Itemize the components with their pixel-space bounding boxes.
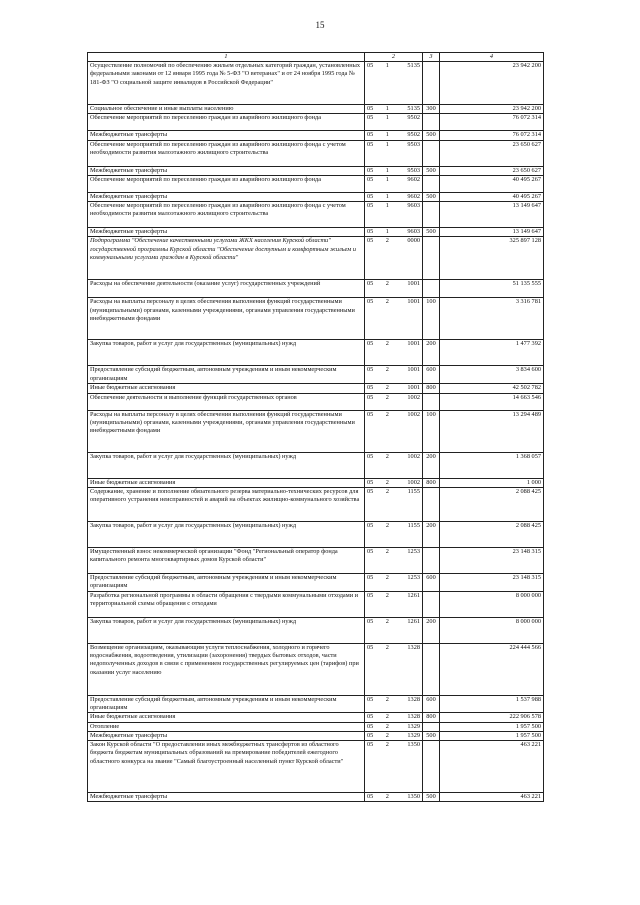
row-name: Содержание, хранение и пополнение обязательного резерва материально-технических ресурсов для оперативного устранения неисправностей и аварий на объектах жилищно-коммунального хозяйства: [88, 488, 365, 522]
row-type: 800: [423, 384, 440, 393]
row-group: 05: [367, 643, 374, 651]
row-subgroup: 2: [385, 793, 389, 801]
row-sum: 42 502 782: [440, 384, 544, 393]
row-subgroup: 1: [385, 131, 389, 139]
table-row: [88, 366, 544, 384]
row-name: Межбюджетные трансферты: [88, 192, 365, 201]
row-number: 9603: [407, 228, 420, 236]
row-subgroup: 2: [385, 280, 389, 288]
row-group: 05: [367, 384, 374, 392]
row-subgroup: 2: [385, 522, 390, 530]
row-subgroup: 1: [385, 175, 389, 183]
row-subgroup: 1: [385, 228, 389, 236]
table-row: [88, 393, 544, 410]
row-name: Закупка товаров, работ и услуг для государственных (муниципальных) нужд: [88, 452, 365, 478]
row-sum: 463 221: [440, 793, 544, 802]
row-code: [365, 140, 423, 166]
row-group: 05: [367, 617, 374, 625]
row-group: 05: [367, 410, 374, 418]
row-subgroup: 1: [385, 62, 389, 69]
row-subgroup: 2: [385, 741, 389, 749]
row-subgroup: 2: [385, 452, 389, 460]
row-type: 500: [423, 793, 440, 802]
row-subgroup: 1: [385, 202, 389, 210]
row-subgroup: 2: [385, 695, 389, 703]
row-number: 9503: [407, 140, 420, 148]
row-code: [365, 452, 423, 478]
table-row: [88, 793, 544, 802]
row-type: [423, 140, 440, 166]
row-subgroup: 2: [385, 722, 389, 730]
row-sum: 463 221: [440, 741, 544, 793]
row-code: [365, 695, 423, 713]
table-row: [88, 192, 544, 201]
row-type: 100: [423, 298, 440, 340]
row-group: 05: [367, 280, 374, 288]
row-name: Предоставление субсидий бюджетным, автономным учреждениям и иным некоммерческим организациям: [88, 695, 365, 713]
row-name: Закупка товаров, работ и услуг для государственных (муниципальных) нужд: [88, 617, 365, 643]
row-subgroup: 1: [385, 114, 389, 122]
row-number: 5135: [407, 105, 420, 112]
row-number: 9602: [407, 192, 420, 200]
row-number: 1350: [407, 793, 420, 801]
row-number: 1253: [407, 548, 420, 556]
row-sum: 23 942 200: [440, 105, 544, 114]
row-number: 1002: [407, 410, 420, 418]
row-type: 500: [423, 228, 440, 237]
row-group: 05: [367, 722, 374, 730]
row-name: Обеспечение деятельности и выполнение функций государственных органов: [88, 393, 365, 410]
row-group: 05: [367, 548, 374, 556]
row-code: [365, 722, 423, 731]
row-group: 05: [367, 192, 374, 200]
row-type: [423, 722, 440, 731]
row-name: Иные бюджетные ассигнования: [88, 478, 365, 487]
row-subgroup: 2: [385, 478, 389, 486]
row-group: 05: [367, 202, 374, 210]
row-group: 05: [367, 393, 374, 401]
row-sum: 23 650 627: [440, 166, 544, 175]
row-subgroup: 1: [385, 105, 389, 112]
row-type: 600: [423, 574, 440, 592]
row-type: [423, 643, 440, 695]
row-number: 1328: [407, 713, 420, 721]
row-type: [423, 591, 440, 617]
budget-table: [87, 52, 544, 802]
row-group: 05: [367, 105, 374, 112]
row-number: 9502: [407, 131, 420, 139]
row-sum: 1 477 392: [440, 340, 544, 366]
row-subgroup: 2: [385, 384, 389, 392]
table-row: [88, 722, 544, 731]
row-name: Межбюджетные трансферты: [88, 731, 365, 740]
row-type: [423, 114, 440, 131]
row-subgroup: 2: [385, 410, 389, 418]
row-code: [365, 340, 423, 366]
table-row: [88, 166, 544, 175]
row-subgroup: 2: [385, 574, 389, 582]
row-number: 1329: [407, 731, 420, 739]
row-type: 200: [423, 617, 440, 643]
row-name: Закупка товаров, работ и услуг для государственных (муниципальных) нужд: [88, 522, 365, 548]
row-type: [423, 62, 440, 105]
row-type: [423, 175, 440, 192]
table-row: [88, 237, 544, 280]
row-subgroup: 2: [385, 298, 389, 306]
row-sum: 222 906 578: [440, 713, 544, 722]
row-code: [365, 713, 423, 722]
row-name: Предоставление субсидий бюджетным, автономным учреждениям и иным некоммерческим организациям: [88, 574, 365, 592]
table-row: [88, 574, 544, 592]
row-sum: 40 495 267: [440, 175, 544, 192]
row-number: 5135: [407, 62, 420, 69]
table-row: [88, 202, 544, 228]
row-number: 1002: [407, 452, 420, 460]
row-subgroup: 1: [385, 140, 389, 148]
row-code: [365, 574, 423, 592]
row-code: [365, 298, 423, 340]
row-name: Закон Курской области "О предоставлении иных межбюджетных трансфертов из областного бюджета бюджетам муниципальных образований на премирование победителей ежегодного областного конкурса на звание "Самый благоустроенный населенный пункт Курской области": [88, 741, 365, 793]
row-group: 05: [367, 175, 374, 183]
row-group: 05: [367, 452, 374, 460]
row-name: Отопление: [88, 722, 365, 731]
row-sum: 13 294 489: [440, 410, 544, 452]
row-code: [365, 731, 423, 740]
row-type: [423, 488, 440, 522]
row-type: 500: [423, 192, 440, 201]
table-row: [88, 741, 544, 793]
row-number: 9602: [407, 175, 420, 183]
row-number: 1155: [407, 522, 420, 530]
row-group: 05: [367, 62, 374, 69]
row-name: Подпрограмма "Обеспечение качественными услугами ЖКХ населения Курской области" государственной программы Курской области "Обеспечение доступным и комфортным жильем и коммунальными услугами граждан в Курской области": [88, 237, 365, 280]
row-name: Обеспечение мероприятий по переселению граждан из аварийного жилищного фонда: [88, 175, 365, 192]
row-group: 05: [367, 298, 374, 306]
row-group: 05: [367, 591, 374, 599]
row-type: [423, 393, 440, 410]
table-row: [88, 695, 544, 713]
row-sum: 8 000 000: [440, 617, 544, 643]
row-name: Иные бюджетные ассигнования: [88, 713, 365, 722]
row-sum: 3 834 600: [440, 366, 544, 384]
row-name: Обеспечение мероприятий по переселению граждан из аварийного жилищного фонда: [88, 114, 365, 131]
row-sum: 1 537 988: [440, 695, 544, 713]
row-group: 05: [367, 713, 374, 721]
row-subgroup: 2: [385, 731, 389, 739]
row-group: 05: [367, 340, 374, 348]
row-number: 1328: [407, 643, 420, 651]
row-group: 05: [367, 131, 374, 139]
row-name: Расходы на выплаты персоналу в целях обеспечения выполнения функций государственными (муниципальными) органами, казенными учреждениями, органами управления государственными внебюджетными фондами: [88, 410, 365, 452]
row-subgroup: 2: [385, 366, 389, 374]
row-group: 05: [367, 488, 374, 496]
row-code: [365, 131, 423, 140]
table-row: [88, 591, 544, 617]
header-col-4: 4: [440, 53, 544, 62]
row-sum: 3 316 781: [440, 298, 544, 340]
row-sum: 14 663 546: [440, 393, 544, 410]
row-code: [365, 617, 423, 643]
table-row: [88, 131, 544, 140]
table-row: [88, 713, 544, 722]
row-type: 200: [423, 452, 440, 478]
row-number: 1001: [407, 366, 420, 374]
table-row: [88, 340, 544, 366]
row-number: 1002: [407, 478, 420, 486]
row-group: 05: [367, 237, 374, 245]
row-type: 800: [423, 478, 440, 487]
row-group: 05: [367, 478, 374, 486]
row-name: Возмещение организациям, оказывающим услуги теплоснабжения, холодного и горячего водоснабжения, водоотведения, утилизации (захоронения) твердых бытовых отходов, части недополученных доходов в связи с применением государственных регулируемых цен (тарифов) при оказании услуг населению: [88, 643, 365, 695]
table-row: [88, 731, 544, 740]
row-number: 9603: [407, 202, 420, 210]
row-code: [365, 280, 423, 298]
row-subgroup: 1: [385, 192, 389, 200]
row-group: 05: [367, 741, 374, 749]
row-name: Межбюджетные трансферты: [88, 131, 365, 140]
row-sum: 1 957 500: [440, 722, 544, 731]
row-group: 05: [367, 574, 374, 582]
row-code: [365, 393, 423, 410]
row-number: 9503: [407, 166, 420, 174]
header-col-2: 2: [365, 53, 423, 62]
row-subgroup: 2: [385, 393, 389, 401]
row-number: 1261: [407, 617, 420, 625]
row-sum: 1 957 500: [440, 731, 544, 740]
table-row: [88, 478, 544, 487]
row-code: [365, 366, 423, 384]
row-group: 05: [367, 731, 374, 739]
row-name: Предоставление субсидий бюджетным, автономным учреждениям и иным некоммерческим организациям: [88, 366, 365, 384]
row-type: [423, 237, 440, 280]
row-code: [365, 488, 423, 522]
table-row: [88, 384, 544, 393]
row-sum: 325 897 128: [440, 237, 544, 280]
row-type: 600: [423, 695, 440, 713]
row-subgroup: 2: [385, 548, 389, 556]
row-code: [365, 548, 423, 574]
table-row: [88, 62, 544, 105]
row-name: Социальное обеспечение и иные выплаты населению: [88, 105, 365, 114]
row-number: 0000: [407, 237, 420, 245]
row-type: [423, 548, 440, 574]
row-number: 1155: [407, 488, 420, 496]
table-row: [88, 298, 544, 340]
row-subgroup: 2: [385, 617, 389, 625]
row-group: 05: [367, 228, 374, 236]
row-number: 9502: [407, 114, 420, 122]
row-sum: 2 088 425: [440, 488, 544, 522]
row-code: [365, 237, 423, 280]
row-subgroup: 2: [385, 643, 389, 651]
row-sum: 13 149 647: [440, 228, 544, 237]
row-type: 800: [423, 713, 440, 722]
row-subgroup: 2: [385, 591, 389, 599]
row-name: Межбюджетные трансферты: [88, 166, 365, 175]
row-code: [365, 591, 423, 617]
row-group: 05: [367, 522, 374, 530]
row-name: Закупка товаров, работ и услуг для государственных (муниципальных) нужд: [88, 340, 365, 366]
row-group: 05: [367, 140, 374, 148]
row-code: [365, 192, 423, 201]
row-subgroup: 1: [385, 166, 389, 174]
row-code: [365, 62, 423, 105]
row-sum: 23 148 315: [440, 574, 544, 592]
row-group: 05: [367, 366, 374, 374]
row-type: 100: [423, 410, 440, 452]
row-number: 1001: [407, 384, 420, 392]
row-name: Иные бюджетные ассигнования: [88, 384, 365, 393]
row-sum: 51 135 555: [440, 280, 544, 298]
row-name: Имущественный взнос некоммерческой организации "Фонд "Региональный оператор фонда капитального ремонта многоквартирных домов Курской области": [88, 548, 365, 574]
row-number: 1329: [407, 722, 420, 730]
row-name: Расходы на обеспечение деятельности (оказание услуг) государственных учреждений: [88, 280, 365, 298]
row-name: Разработка региональной программы в области обращения с твердыми коммунальными отходами и территориальной схемы обращения с отходами: [88, 591, 365, 617]
row-code: [365, 166, 423, 175]
row-sum: 2 088 425: [440, 522, 544, 548]
row-sum: 23 942 200: [440, 62, 544, 105]
row-sum: 1 368 057: [440, 452, 544, 478]
row-group: 05: [367, 695, 374, 703]
table-row: [88, 488, 544, 522]
row-code: [365, 202, 423, 228]
table-row: [88, 280, 544, 298]
row-code: [365, 228, 423, 237]
row-code: [365, 522, 423, 548]
row-type: 500: [423, 166, 440, 175]
row-type: [423, 741, 440, 793]
header-col-1: 1: [88, 53, 365, 62]
table-row: [88, 114, 544, 131]
row-number: 1002: [407, 393, 420, 401]
row-subgroup: 2: [385, 340, 389, 348]
row-name: Осуществление полномочий по обеспечению жильем отдельных категорий граждан, установленных федеральными законами от 12 января 1995 года № 5-ФЗ "О ветеранах" и от 24 ноября 1995 года № 181-ФЗ "О социальной защите инвалидов в Российской Федерации": [88, 62, 365, 105]
row-number: 1001: [407, 280, 420, 288]
table-row: [88, 522, 544, 548]
table-row: [88, 617, 544, 643]
row-name: Обеспечение мероприятий по переселению граждан из аварийного жилищного фонда с учетом необходимости развития малоэтажного жилищного строительства: [88, 202, 365, 228]
table-row: [88, 228, 544, 237]
header-col-3: 3: [423, 53, 440, 62]
table-row: [88, 140, 544, 166]
table-row: [88, 548, 544, 574]
row-type: [423, 202, 440, 228]
row-code: [365, 384, 423, 393]
row-code: [365, 478, 423, 487]
row-group: 05: [367, 166, 374, 174]
row-sum: 13 149 647: [440, 202, 544, 228]
row-type: 200: [423, 340, 440, 366]
row-type: 300: [423, 105, 440, 114]
table-row: [88, 175, 544, 192]
row-sum: 40 495 267: [440, 192, 544, 201]
row-number: 1328: [407, 695, 420, 703]
row-type: 600: [423, 366, 440, 384]
table-header-row: [88, 53, 544, 62]
table-row: [88, 452, 544, 478]
row-sum: 1 000: [440, 478, 544, 487]
row-code: [365, 175, 423, 192]
row-code: [365, 105, 423, 114]
row-number: 1001: [407, 298, 420, 306]
table-row: [88, 643, 544, 695]
row-sum: 23 148 315: [440, 548, 544, 574]
row-name: Расходы на выплаты персоналу в целях обеспечения выполнения функций государственными (муниципальными) органами, казенными учреждениями, органами управления государственными внебюджетными фондами: [88, 298, 365, 340]
row-group: 05: [367, 793, 374, 801]
row-code: [365, 114, 423, 131]
row-number: 1001: [407, 340, 420, 348]
row-sum: 76 072 314: [440, 114, 544, 131]
row-sum: 76 072 314: [440, 131, 544, 140]
row-name: Межбюджетные трансферты: [88, 793, 365, 802]
row-number: 1261: [407, 591, 420, 599]
row-type: 500: [423, 131, 440, 140]
row-sum: 224 444 566: [440, 643, 544, 695]
row-group: 05: [367, 114, 374, 122]
row-type: [423, 280, 440, 298]
row-subgroup: 2: [385, 713, 389, 721]
row-subgroup: 2: [385, 488, 390, 496]
row-code: [365, 741, 423, 793]
row-subgroup: 2: [385, 237, 389, 245]
row-sum: 23 650 627: [440, 140, 544, 166]
table-row: [88, 410, 544, 452]
page-number: 15: [315, 20, 325, 30]
row-number: 1253: [407, 574, 420, 582]
row-type: 200: [423, 522, 440, 548]
row-name: Обеспечение мероприятий по переселению граждан из аварийного жилищного фонда с учетом необходимости развития малоэтажного жилищного строительства: [88, 140, 365, 166]
row-code: [365, 410, 423, 452]
row-type: 500: [423, 731, 440, 740]
row-name: Межбюджетные трансферты: [88, 228, 365, 237]
row-code: [365, 793, 423, 802]
row-number: 1350: [407, 741, 420, 749]
table-row: [88, 105, 544, 114]
row-code: [365, 643, 423, 695]
row-sum: 8 000 000: [440, 591, 544, 617]
